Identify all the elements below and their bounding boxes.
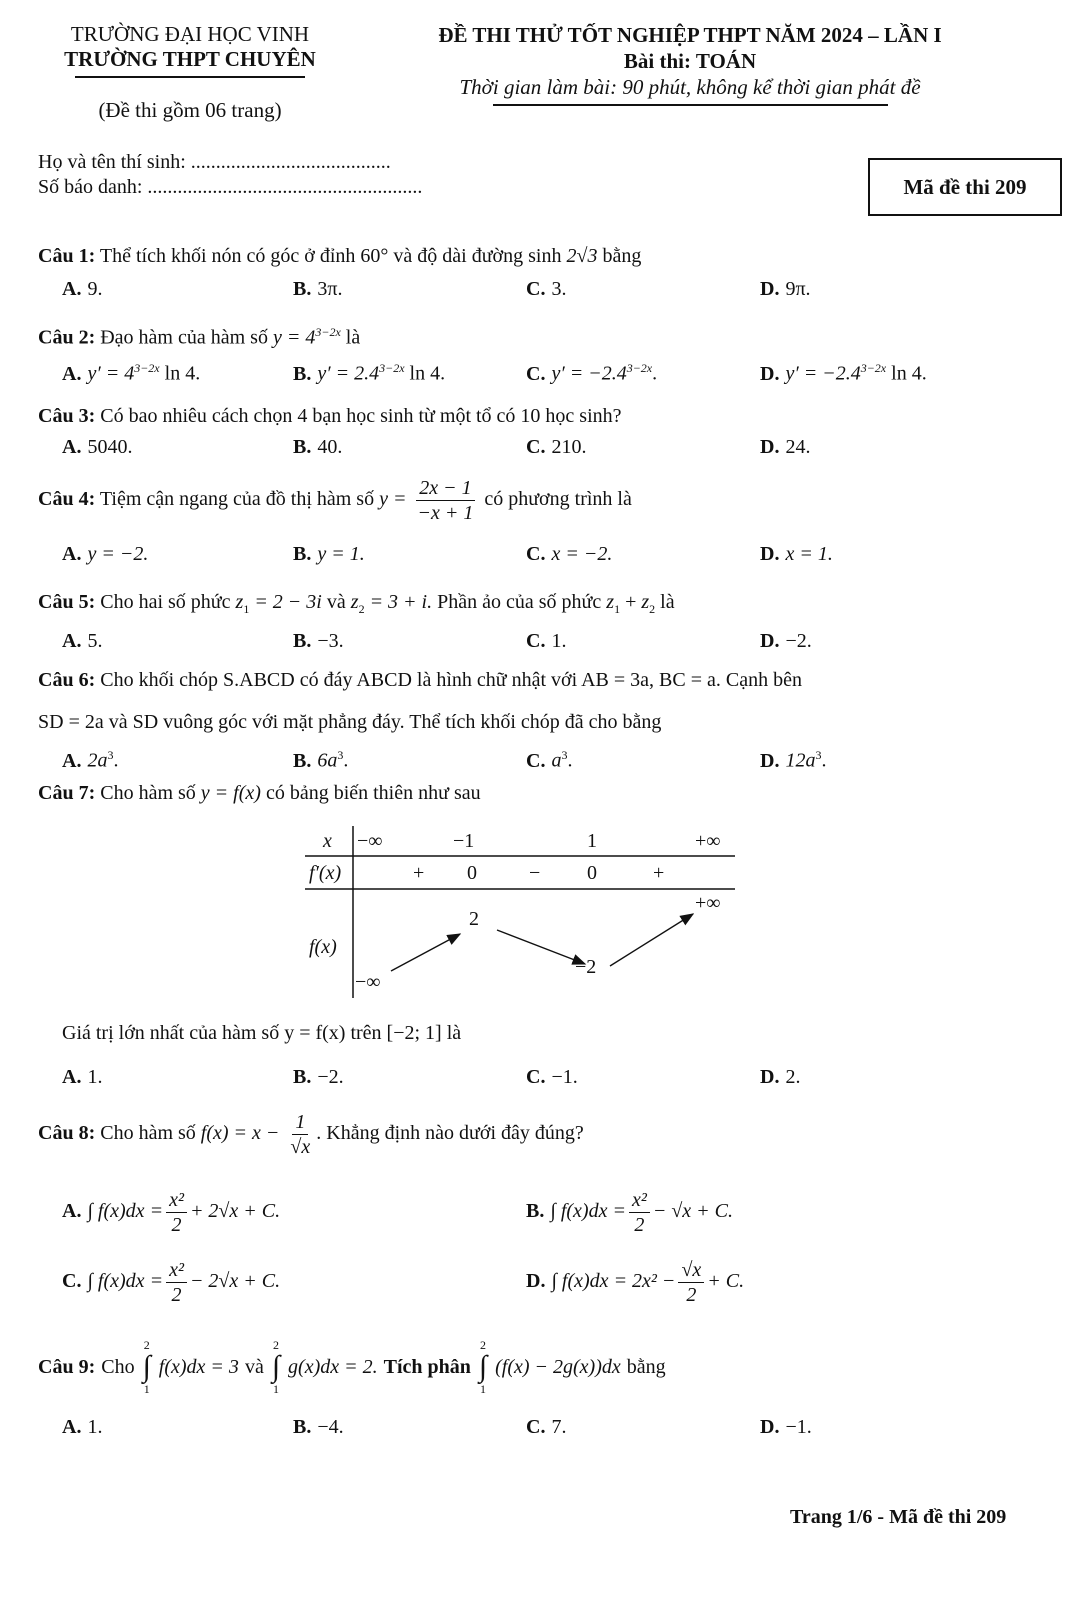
question-6-options (0, 748, 1079, 774)
option-value: . (652, 362, 658, 385)
option-value: . (343, 749, 349, 772)
exam-duration: Thời gian làm bài: 90 phút, không kể thời gian phát đề (459, 75, 921, 99)
question-1-options (0, 278, 1079, 304)
option-a[interactable] (62, 1188, 280, 1237)
question-text: bằng (626, 1356, 666, 1378)
question-text: Cho khối chóp S.ABCD có đáy ABCD là hình chữ nhật với AB = 3a, BC = a. Cạnh bên (100, 669, 802, 691)
option-a[interactable] (62, 361, 200, 386)
question-text: và độ dài đường sinh (393, 245, 562, 267)
question-4-options (0, 543, 1079, 569)
option-value: −3. (317, 630, 344, 652)
option-value: −1. (551, 1066, 578, 1088)
x-value: −∞ (357, 830, 383, 852)
option-d[interactable] (760, 748, 826, 773)
option-b[interactable] (526, 1188, 733, 1237)
integral-upper-bound: 2 (272, 1338, 279, 1352)
option-value: 2a (87, 749, 108, 772)
math-exponent: 3 (561, 748, 568, 762)
option-value: 3π. (317, 278, 343, 300)
school-name: TRƯỜNG THPT CHUYÊN (64, 47, 316, 71)
question-5-options (0, 630, 1079, 656)
decreasing-arrow (497, 930, 585, 964)
university-name: TRƯỜNG ĐẠI HỌC VINH (70, 22, 310, 46)
option-key: D. (760, 362, 780, 385)
f-label: f(x) (309, 936, 337, 958)
option-key: C. (62, 1270, 82, 1293)
question-8-options-row1 (0, 1188, 1079, 1248)
x-value: −1 (453, 830, 475, 852)
option-value: x = −2. (551, 543, 613, 565)
question-8 (38, 1110, 584, 1159)
math-exponent: 3−2x (134, 361, 160, 375)
math-expr: g(x)dx = 2. (288, 1356, 378, 1378)
fprime-sign: + (413, 862, 425, 884)
fprime-sign: 0 (587, 862, 597, 884)
page-footer: Trang 1/6 - Mã đề thi 209 (790, 1506, 1007, 1528)
f-value: 2 (469, 908, 479, 930)
option-d[interactable] (526, 1258, 744, 1307)
option-value: y′ = 4 (87, 362, 135, 385)
integral-sign: 2 ∫ 1 (142, 1338, 151, 1396)
option-value: 9π. (785, 278, 811, 300)
question-3-options (0, 436, 1079, 462)
numerator: 1 (292, 1110, 308, 1135)
option-d[interactable] (760, 543, 833, 566)
option-value: 24. (785, 436, 811, 458)
option-value: 1. (87, 1416, 103, 1438)
question-text: SD = 2a và SD vuông góc với mặt phẳng đáy. Thể tích khối chóp đã cho bằng (38, 711, 662, 733)
math-expr: z (235, 591, 244, 613)
fprime-label: f′(x) (309, 862, 342, 884)
option-a[interactable] (62, 278, 102, 301)
math-subscript: 2 (358, 602, 365, 616)
question-6 (38, 667, 1048, 735)
math-expr: f(x) = x − (200, 1122, 280, 1145)
option-key: C. (526, 630, 546, 652)
exam-title: ĐỀ THI THỬ TỐT NGHIỆP THPT NĂM 2024 – LẦN I (438, 23, 942, 47)
numerator: x² (166, 1258, 187, 1283)
question-label: Câu 9: (38, 1356, 96, 1378)
question-1 (38, 243, 641, 269)
question-text: và (244, 1356, 264, 1378)
option-value: ln 4. (404, 362, 446, 385)
option-b[interactable] (293, 1066, 344, 1089)
option-a[interactable] (62, 436, 132, 459)
option-value: −2. (317, 1066, 344, 1088)
option-key: C. (526, 362, 546, 385)
fprime-sign: 0 (467, 862, 477, 884)
option-value: a (551, 749, 562, 772)
question-text: Cho hàm số (100, 1122, 196, 1145)
option-value: − √x + C. (652, 1200, 734, 1223)
option-key: B. (526, 1200, 545, 1223)
question-text: Thể tích khối nón có góc ở đỉnh (99, 245, 356, 267)
question-text: là (660, 591, 675, 613)
option-key: A. (62, 278, 82, 300)
x-label: x (323, 830, 332, 852)
option-b[interactable] (293, 361, 445, 386)
math-expr: y = f(x) (200, 782, 261, 804)
option-key: D. (760, 278, 780, 300)
math-subscript: 2 (649, 602, 656, 616)
exam-subject: Bài thi: TOÁN (623, 49, 757, 73)
math-expr: y = 4 (272, 326, 316, 349)
option-value: 1. (87, 1066, 103, 1088)
denominator: −x + 1 (417, 502, 474, 524)
candidate-info (38, 150, 422, 200)
option-d[interactable] (760, 1416, 812, 1439)
math-expr: (f(x) − 2g(x))dx (495, 1356, 621, 1378)
denominator: 2 (171, 1214, 182, 1236)
option-value: 12a (785, 749, 816, 772)
option-c[interactable] (526, 748, 572, 773)
option-key: D. (526, 1270, 546, 1293)
option-value: . (821, 749, 827, 772)
increasing-arrow (391, 934, 460, 971)
math-expr: z (350, 591, 359, 613)
question-text: Cho (101, 1356, 135, 1378)
header-underline (493, 104, 888, 106)
math-exponent: 3 (815, 748, 822, 762)
question-label: Câu 7: (38, 782, 96, 804)
question-text: Cho hai số phức (100, 591, 231, 613)
option-key: A. (62, 1066, 82, 1088)
question-7-subquestion: Giá trị lớn nhất của hàm số y = f(x) trên [−2; 1] là (62, 1022, 462, 1044)
option-key: C. (526, 749, 546, 772)
option-value: −2. (785, 630, 812, 652)
numerator: 2x − 1 (416, 476, 474, 501)
math-expr: = 2 − 3i (249, 591, 322, 613)
option-value: − 2√x + C. (189, 1270, 281, 1293)
option-value: + 2√x + C. (189, 1200, 281, 1223)
increasing-arrow (610, 914, 693, 966)
fprime-sign: + (653, 862, 665, 884)
question-5 (38, 589, 675, 622)
question-3 (38, 403, 622, 429)
option-a[interactable] (62, 543, 148, 566)
question-label: Câu 2: (38, 326, 96, 349)
f-value: −∞ (355, 971, 381, 993)
option-a[interactable] (62, 748, 118, 773)
question-7 (38, 780, 481, 806)
option-key: B. (293, 630, 312, 652)
numerator: x² (629, 1188, 650, 1213)
option-b[interactable] (293, 748, 348, 773)
math-subscript: 1 (614, 602, 621, 616)
option-value: ln 4. (159, 362, 201, 385)
question-label: Câu 3: (38, 405, 96, 427)
option-key: D. (760, 1416, 780, 1438)
option-value: −1. (785, 1416, 812, 1438)
option-value: y′ = −2.4 (785, 362, 861, 385)
option-key: A. (62, 749, 82, 772)
question-text: có phương trình là (484, 488, 632, 511)
question-text: có bảng biến thiên như sau (265, 782, 481, 804)
math-exponent: 3 (107, 748, 114, 762)
option-value: 3. (551, 278, 567, 300)
option-c[interactable] (526, 278, 566, 301)
fraction (678, 1258, 704, 1307)
pages-note: (Đề thi gồm 06 trang) (98, 98, 282, 122)
question-label: Câu 1: (38, 245, 96, 267)
question-text: là (345, 326, 361, 349)
math-expr: z (641, 591, 650, 613)
math-expr: 60° (360, 245, 389, 267)
option-value: y = 1. (317, 543, 365, 565)
denominator: 2 (634, 1214, 645, 1236)
option-value: 210. (551, 436, 587, 458)
option-d[interactable] (760, 1066, 800, 1089)
option-value: ∫ f(x)dx = (550, 1200, 626, 1223)
math-exponent: 3−2x (626, 361, 653, 375)
option-value: ∫ f(x)dx = (87, 1270, 164, 1293)
math-expr: 2√3 (566, 245, 598, 267)
question-8-options-row2 (0, 1258, 1079, 1318)
option-value: 5. (87, 630, 103, 652)
option-key: D. (760, 1066, 780, 1088)
question-7-options (0, 1066, 1079, 1092)
integral-lower-bound: 1 (480, 1382, 486, 1396)
option-value: 40. (317, 436, 343, 458)
denominator: 2 (171, 1284, 182, 1306)
option-value: x = 1. (785, 543, 833, 565)
integral-sign: 2 ∫ 1 (478, 1338, 488, 1396)
option-b[interactable] (293, 630, 344, 653)
option-key: C. (526, 1416, 546, 1438)
option-key: B. (293, 749, 312, 772)
question-label: Câu 4: (38, 488, 96, 511)
option-a[interactable] (62, 630, 102, 653)
math-expr: z (606, 591, 615, 613)
candidate-name-field: Họ và tên thí sinh: ........................................ (38, 151, 391, 173)
option-value: y = −2. (87, 543, 149, 565)
integral-lower-bound: 1 (143, 1382, 150, 1396)
option-c[interactable] (526, 1066, 578, 1089)
fraction (166, 1188, 187, 1237)
option-key: D. (760, 630, 780, 652)
question-text: Cho hàm số (100, 782, 196, 804)
math-expr: y = (379, 488, 407, 511)
question-label: Câu 5: (38, 591, 96, 613)
math-exponent: 3−2x (860, 361, 887, 375)
math-exponent: 3−2x (379, 361, 405, 375)
f-value: +∞ (695, 892, 721, 914)
integral-upper-bound: 2 (480, 1338, 486, 1352)
option-c[interactable] (526, 361, 657, 386)
fraction (629, 1188, 650, 1237)
option-value: . (113, 749, 119, 772)
question-text: . Khẳng định nào dưới đây đúng? (316, 1122, 584, 1145)
option-c[interactable] (526, 1416, 566, 1439)
question-text: Tích phân (383, 1356, 471, 1378)
option-key: B. (293, 543, 312, 565)
option-b[interactable] (293, 543, 365, 566)
option-a[interactable] (62, 1066, 102, 1089)
option-c[interactable] (526, 436, 586, 459)
question-label: Câu 8: (38, 1122, 96, 1145)
question-text: Có bao nhiêu cách chọn 4 bạn học sinh từ một tổ có 10 học sinh? (100, 405, 622, 427)
option-value: . (567, 749, 573, 772)
option-key: A. (62, 543, 82, 565)
option-key: B. (293, 436, 312, 458)
option-key: B. (293, 1416, 312, 1438)
option-value: 7. (551, 1416, 567, 1438)
option-c[interactable] (526, 630, 566, 653)
option-key: C. (526, 436, 546, 458)
math-exponent: 3−2x (315, 325, 341, 339)
option-key: B. (293, 278, 312, 300)
question-text: Đạo hàm của hàm số (100, 326, 268, 349)
option-value: 9. (87, 278, 103, 300)
option-b[interactable] (293, 1416, 344, 1439)
question-9-options (0, 1416, 1079, 1442)
candidate-id-field: Số báo danh: ....................................................... (38, 176, 423, 198)
question-text: Phần ảo của số phức (437, 591, 602, 613)
option-value: y′ = −2.4 (551, 362, 627, 385)
fprime-sign: − (529, 862, 541, 884)
option-d[interactable] (760, 278, 811, 301)
math-expr: = 3 + i. (364, 591, 433, 613)
fraction (414, 476, 476, 525)
option-a[interactable] (62, 1416, 102, 1439)
option-d[interactable] (760, 436, 810, 459)
option-b[interactable] (293, 436, 342, 459)
option-value: 1. (551, 630, 567, 652)
numerator: √x (678, 1258, 704, 1283)
option-b[interactable] (293, 278, 342, 301)
option-key: D. (760, 436, 780, 458)
math-expr: + (620, 591, 642, 613)
math-expr: f(x)dx = 3 (158, 1356, 239, 1378)
option-value: ∫ f(x)dx = 2x² − (551, 1270, 676, 1293)
header-underline (75, 76, 305, 78)
fraction (166, 1258, 187, 1307)
question-9 (38, 1338, 666, 1396)
question-2-options (0, 361, 1079, 387)
option-key: A. (62, 1416, 82, 1438)
option-key: A. (62, 630, 82, 652)
variation-table (305, 826, 735, 998)
question-2 (38, 319, 360, 351)
integral-lower-bound: 1 (272, 1382, 279, 1396)
option-key: A. (62, 362, 82, 385)
option-key: C. (526, 1066, 546, 1088)
question-text: và (326, 591, 346, 613)
integral-sign: 2 ∫ 1 (271, 1338, 281, 1396)
denominator: √x (290, 1136, 311, 1158)
option-value: ln 4. (886, 362, 927, 385)
option-key: A. (62, 436, 82, 458)
option-key: A. (62, 1200, 82, 1223)
option-key: C. (526, 543, 546, 565)
question-text: bằng (602, 245, 642, 267)
denominator: 2 (686, 1284, 697, 1306)
option-key: B. (293, 1066, 312, 1088)
option-key: C. (526, 278, 546, 300)
option-c[interactable] (526, 543, 612, 566)
school-header (40, 22, 340, 123)
f-value: −2 (575, 956, 597, 978)
option-value: 2. (785, 1066, 801, 1088)
option-d[interactable] (760, 630, 812, 653)
option-value: y′ = 2.4 (317, 362, 380, 385)
fraction (287, 1110, 313, 1159)
integral-upper-bound: 2 (143, 1338, 150, 1352)
option-c[interactable] (62, 1258, 280, 1307)
option-value: ∫ f(x)dx = (87, 1200, 164, 1223)
math-subscript: 1 (243, 602, 250, 616)
x-value: 1 (587, 830, 597, 852)
question-4 (38, 476, 632, 525)
option-d[interactable] (760, 361, 927, 386)
option-key: B. (293, 362, 312, 385)
option-value: −4. (317, 1416, 344, 1438)
math-exponent: 3 (337, 748, 344, 762)
exam-code-box: Mã đề thi 209 (868, 158, 1062, 216)
question-label: Câu 6: (38, 669, 96, 691)
option-key: D. (760, 749, 780, 772)
option-value: + C. (707, 1270, 745, 1293)
option-value: 6a (317, 749, 338, 772)
option-value: 5040. (87, 436, 133, 458)
numerator: x² (166, 1188, 187, 1213)
exam-header (380, 22, 1000, 106)
option-key: D. (760, 543, 780, 565)
x-value: +∞ (695, 830, 721, 852)
question-text: Tiệm cận ngang của đồ thị hàm số (99, 488, 375, 511)
